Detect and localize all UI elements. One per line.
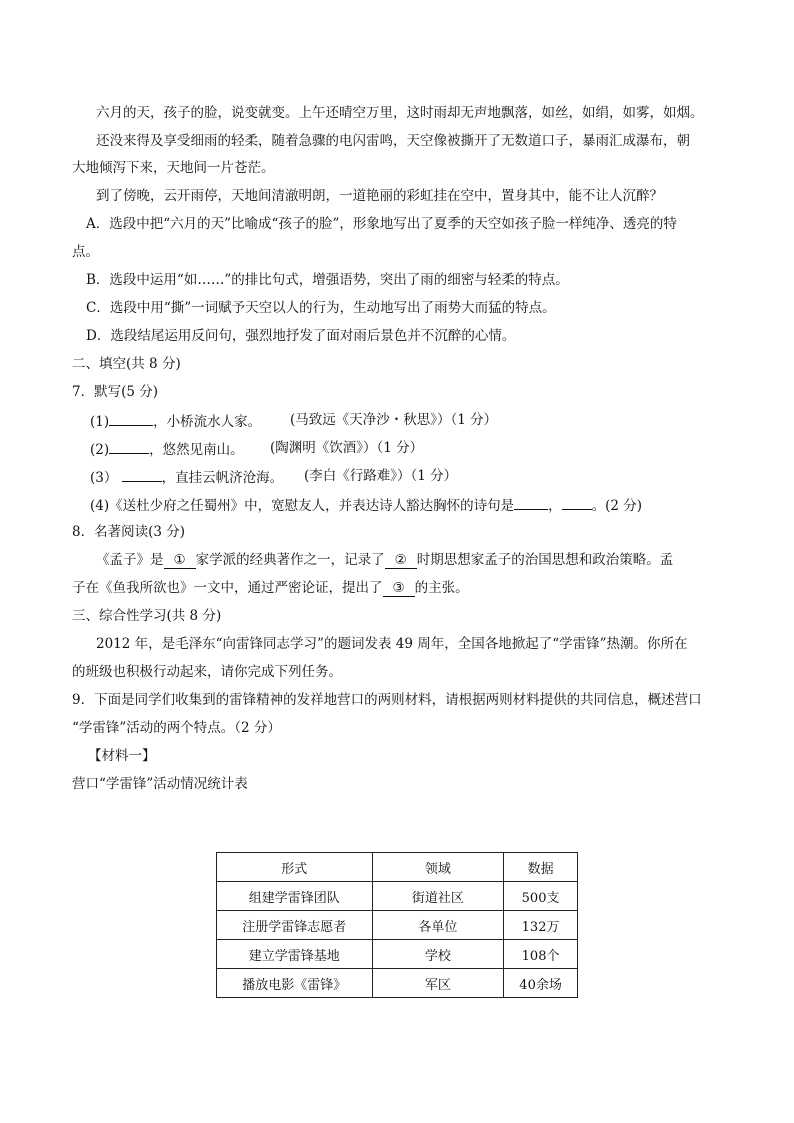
option-a: A．选段中把“六月的天”比喻成“孩子的脸”，形象地写出了夏季的天空如孩子脸一样纯净、透亮的特: [86, 216, 677, 232]
q7-1-number: (1): [90, 414, 110, 430]
passage-paragraph-2: 还没来得及享受细雨的轻柔，随着急骤的电闪雷鸣，天空像被撕开了无数道口子，暴雨汇成瀑布，朝: [96, 133, 690, 149]
question-8-line-2: [72, 578, 469, 598]
question-8-line-1: [96, 550, 673, 570]
section-3-intro-cont: 的班级也积极行动起来，请你完成下列任务。: [72, 664, 342, 680]
question-7-1: [90, 410, 261, 432]
q7-1-source: (马致远《天净沙・秋思》）（1 分）: [290, 412, 498, 428]
q8-text-5: 的主张。: [414, 580, 469, 596]
q7-3-blank[interactable]: [122, 466, 162, 482]
q7-2-blank[interactable]: [109, 438, 149, 454]
table-cell: 各单位: [372, 911, 504, 940]
table-header: 数据: [504, 853, 578, 882]
question-9-cont: “学雷锋”活动的两个特点。（2 分）: [72, 720, 281, 736]
q8-text-3: 时期思想家孟子的治国思想和政治策略。孟: [416, 552, 674, 568]
passage-paragraph-1: 六月的天，孩子的脸，说变就变。上午还晴空万里，这时雨却无声地飘落，如丝，如绢，如雾，如烟。: [96, 105, 704, 121]
section-3-intro: 2012 年，是毛泽东“向雷锋同志学习”的题词发表 49 周年，全国各地掀起了“学雷锋”热潮。你所在: [96, 636, 688, 652]
option-d: D．选段结尾运用反问句，强烈地抒发了面对雨后景色并不沉醉的心情。: [86, 328, 516, 344]
q7-4-blank-2[interactable]: [562, 494, 592, 510]
table-header-row: [217, 853, 578, 882]
passage-paragraph-3: 到了傍晚，云开雨停，天地间清澈明朗，一道艳丽的彩虹挂在空中，置身其中，能不让人沉醉？: [96, 188, 663, 204]
material-one-label: 【材料一】: [88, 748, 156, 764]
table-row: [217, 882, 578, 911]
q8-text-2: 家学派的经典著作之一，记录了: [195, 552, 385, 568]
section-3-title: 三、综合性学习(共 8 分): [72, 608, 222, 624]
table-cell: 108个: [504, 940, 578, 969]
q7-3-text: ，直挂云帆济沧海。: [161, 470, 284, 486]
q7-2-text: ，悠然见南山。: [149, 442, 244, 458]
table-cell: 街道社区: [372, 882, 504, 911]
table-cell: 注册学雷锋志愿者: [217, 911, 373, 940]
q8-blank-3[interactable]: ③: [383, 580, 415, 597]
passage-paragraph-2-cont: 大地倾泻下来，天地间一片苍茫。: [72, 160, 275, 176]
question-7-title: 7．默写(5 分): [72, 384, 159, 400]
table-cell: 军区: [372, 969, 504, 998]
q8-text-1: 《孟子》是: [96, 552, 164, 568]
question-7-4: [90, 494, 642, 516]
q7-4-score: 。(2 分): [591, 498, 643, 514]
q8-blank-1[interactable]: ①: [164, 552, 196, 569]
q7-2-source: (陶渊明《饮酒》）（1 分）: [270, 440, 424, 456]
table-header: 形式: [217, 853, 373, 882]
activity-stats-table: [216, 852, 578, 998]
table-cell: 40余场: [504, 969, 578, 998]
q7-1-blank[interactable]: [109, 410, 153, 426]
table-row: [217, 911, 578, 940]
table-cell: 建立学雷锋基地: [217, 940, 373, 969]
table-row: [217, 940, 578, 969]
table-cell: 学校: [372, 940, 504, 969]
q8-text-4: 子在《鱼我所欲也》一文中，通过严密论证，提出了: [72, 580, 383, 596]
option-a-cont: 点。: [72, 244, 99, 260]
question-8-title: 8．名著阅读(3 分): [72, 524, 186, 540]
table-cell: 500支: [504, 882, 578, 911]
q7-4-separator: ，: [548, 498, 562, 514]
q7-3-source: (李白《行路难》）（1 分）: [304, 468, 458, 484]
table-cell: 播放电影《雷锋》: [217, 969, 373, 998]
table-cell: 132万: [504, 911, 578, 940]
section-2-title: 二、填空(共 8 分): [72, 356, 181, 372]
option-b: B．选段中运用“如……”的排比句式，增强语势，突出了雨的细密与轻柔的特点。: [86, 272, 569, 288]
q7-3-number: (3）: [90, 470, 118, 486]
table-header: 领域: [372, 853, 504, 882]
q8-blank-2[interactable]: ②: [385, 552, 417, 569]
question-7-3: [90, 466, 283, 488]
table-cell: 组建学雷锋团队: [217, 882, 373, 911]
table-row: [217, 969, 578, 998]
table-title: 营口“学雷锋”活动情况统计表: [72, 776, 248, 792]
q7-1-text: ，小桥流水人家。: [153, 414, 262, 430]
question-9: 9．下面是同学们收集到的雷锋精神的发祥地营口的两则材料，请根据两则材料提供的共同信息，概述营口: [72, 692, 702, 708]
q7-2-number: (2): [90, 442, 110, 458]
question-7-2: [90, 438, 244, 460]
option-c: C．选段中用“撕”一词赋予天空以人的行为，生动地写出了雨势大而猛的特点。: [86, 300, 556, 316]
q7-4-prompt: (4)《送杜少府之任蜀州》中，宽慰友人，并表达诗人豁达胸怀的诗句是: [90, 498, 515, 514]
q7-4-blank-1[interactable]: [514, 494, 548, 510]
